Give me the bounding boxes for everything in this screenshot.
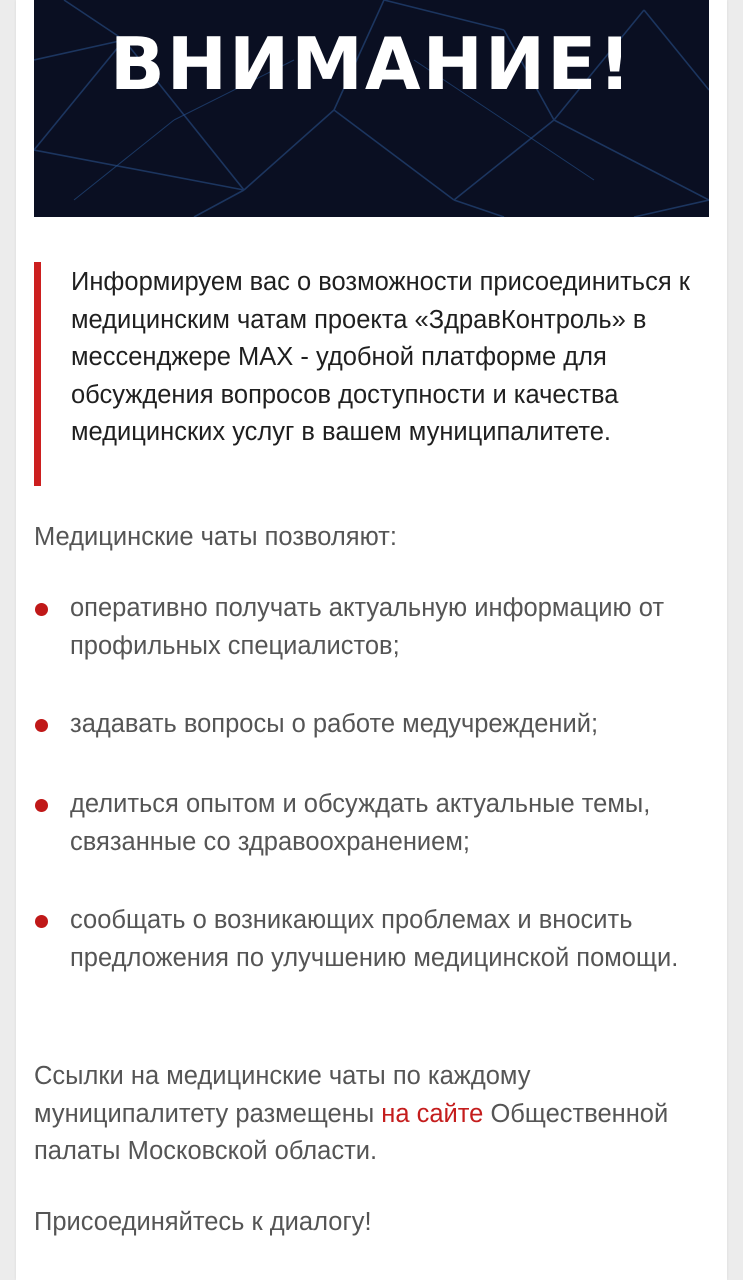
- links-text-after: Общественной палаты Московской области.: [34, 1099, 669, 1165]
- list-item: [34, 590, 724, 665]
- bullet-dot-icon: [35, 799, 48, 812]
- list-item: [34, 706, 724, 744]
- links-paragraph: [34, 1058, 714, 1171]
- list-item-text: делиться опытом и обсуждать актуальные темы, связанные со здравоохранением;: [70, 790, 651, 856]
- links-text-before: Ссылки на медицинские чаты по каждому муниципалитету размещены: [34, 1062, 531, 1128]
- highlighted-quote: [34, 262, 694, 486]
- bullet-dot-icon: [35, 915, 48, 928]
- banner-title: ВНИМАНИЕ!: [109, 22, 634, 106]
- intro-text: Медицинские чаты позволяют:: [34, 523, 397, 551]
- website-link[interactable]: на сайте: [381, 1099, 484, 1128]
- bullet-dot-icon: [35, 719, 48, 732]
- list-item: [34, 786, 724, 861]
- article-card: [16, 0, 727, 1280]
- list-item-text: сообщать о возникающих проблемах и вносить предложения по улучшению медицинской помощи.: [70, 906, 679, 972]
- list-item: [34, 902, 724, 977]
- list-item-text: задавать вопросы о работе медучреждений;: [70, 710, 599, 738]
- list-item-text: оперативно получать актуальную информацию от профильных специалистов;: [70, 594, 664, 660]
- quote-text: Информируем вас о возможности присоединиться к медицинским чатам проекта «ЗдравКонтроль» в мессенджере MAX - удобной платформе для обсуждения вопросов доступности и качества медицинских услуг в вашем муниципалитете.: [71, 268, 690, 446]
- bullet-dot-icon: [35, 603, 48, 616]
- attention-banner: [34, 0, 709, 217]
- closing-text: Присоединяйтесь к диалогу!: [34, 1208, 372, 1236]
